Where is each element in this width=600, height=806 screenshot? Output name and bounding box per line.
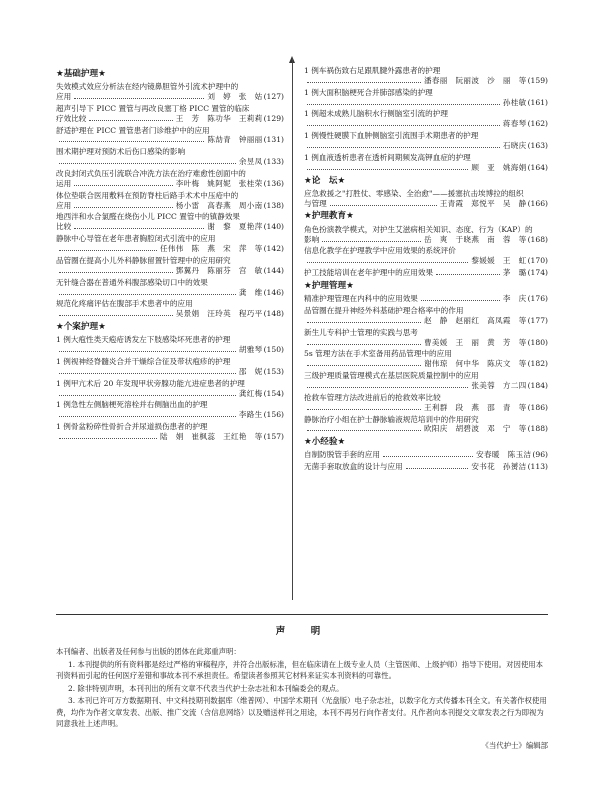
toc-right-column	[304, 66, 548, 474]
entry-title: 角色扮演教学模式，对护生艾滋病相关知识、态度、行为（KAP）的	[304, 224, 533, 234]
toc-entry[interactable]	[56, 191, 284, 211]
entry-page-number: (174)	[527, 268, 548, 278]
toc-entry[interactable]	[304, 349, 548, 369]
entry-title: 应急救援之"打胜仗、零感染、全治愈"——援塞抗击埃博拉的组织	[304, 188, 524, 198]
entry-title: 体位垫联合医用敷料在预防脊柱后路手术术中压疮中的	[56, 190, 239, 200]
dot-leader	[59, 410, 236, 417]
entry-title-continuation: 影响	[304, 234, 320, 244]
toc-entry[interactable]	[304, 153, 548, 173]
entry-title: 精准护理管理在内科中的应用效果	[304, 294, 418, 304]
entry-page-number: (186)	[527, 402, 548, 412]
dot-leader	[307, 98, 500, 105]
entry-authors: 余昱凤	[238, 157, 263, 167]
dot-leader	[59, 432, 157, 439]
entry-authors: 李叶梅 姚阿妮 张桂荣	[175, 178, 263, 188]
entry-page-number: (170)	[527, 256, 548, 266]
entry-authors: 鄧翼丹 陈丽芬 宫 敏	[175, 265, 263, 275]
entry-authors: 陆 娟 崔枫蕊 王红艳 等	[159, 431, 263, 441]
entry-title: 1 例大疱性类天疱疮诱发左下肢感染坏死患者的护理	[56, 335, 231, 345]
entry-page-number: (166)	[527, 198, 548, 208]
entry-authors: 蒋春琴	[502, 119, 527, 129]
entry-authors: 安春暖 陈玉洁	[476, 450, 532, 460]
entry-authors: 岳 爽 于晓燕 南 蓉 等	[423, 234, 527, 244]
entry-title: 超声引导下 PICC 置管与再改良塞丁格 PICC 置管的临床	[56, 103, 250, 113]
dot-leader	[307, 338, 421, 345]
entry-title: 5s 管理方法在手术室备用药品管理中的应用	[304, 349, 452, 359]
entry-title: 无菌手套取放盒的设计与应用	[304, 462, 403, 472]
entry-authors: 王青霞 郑悦平 吴 静	[439, 198, 527, 208]
entry-title-continuation: 疗效比较	[56, 113, 87, 123]
section-title: ★个案护理★	[56, 322, 106, 333]
entry-title: 1 例甲亢术后 20 年发现甲状旁腺功能亢进症患者的护理	[56, 378, 245, 388]
dot-leader	[89, 114, 172, 121]
toc-entry[interactable]	[304, 450, 548, 460]
entry-page-number: (162)	[527, 119, 548, 129]
entry-authors: 龚红梅	[238, 388, 263, 398]
entry-page-number: (159)	[527, 75, 548, 85]
dot-leader	[74, 201, 173, 208]
entry-page-number: (163)	[527, 141, 548, 151]
entry-authors: 潘春丽 阮丽波 沙 丽 等	[423, 75, 527, 85]
entry-title: 1 例慢性硬膜下血肿侧脑室引流围手术期患者的护理	[304, 131, 479, 141]
entry-authors: 欧阳庆 胡碧波 邓 宁 等	[423, 424, 527, 434]
entry-title: 静脉中心导管在老年患者胸腔闭式引流中的应用	[56, 234, 216, 244]
entry-page-number: (153)	[263, 366, 284, 376]
entry-title-continuation: 与管理	[304, 198, 327, 208]
entry-page-number: (146)	[263, 287, 284, 297]
section-title: ★护理管理★	[304, 280, 354, 291]
toc-entry[interactable]	[56, 104, 284, 124]
entry-authors: 顾 亚 姚海娟	[471, 162, 527, 172]
dot-leader	[307, 424, 421, 431]
entry-page-number: (164)	[527, 162, 548, 172]
toc-entry[interactable]	[304, 415, 548, 435]
entry-title: 改良封闭式负压引流联合冲洗方法在治疗难愈性创面中的	[56, 169, 246, 179]
entry-authors: 王利群 段 燕 邵 青 等	[423, 402, 527, 412]
entry-title: 无针缝合器在普通外科腹部感染切口中的效果	[56, 277, 208, 287]
entry-title: 自制防脱管手套的应用	[304, 450, 380, 460]
toc-entry[interactable]	[304, 246, 548, 266]
entry-authors: 胡雅琴	[238, 345, 263, 355]
toc-entry[interactable]	[56, 422, 284, 442]
statement-heading: 声 明	[275, 626, 329, 637]
statement-item: 2. 除非特别声明，本刊刊出的所有文章不代表当代护士杂志社和本刊编委会的观点。	[68, 683, 344, 693]
entry-page-number: (142)	[263, 244, 284, 254]
dot-leader	[383, 450, 473, 457]
toc-entry[interactable]	[304, 225, 548, 245]
entry-authors: 茅 璐	[502, 268, 527, 278]
entry-authors: 李 庆	[502, 294, 527, 304]
section-title: ★小经验★	[304, 437, 346, 448]
toc-entry[interactable]	[304, 131, 548, 151]
entry-title: 规范化疼痛评估在腹部手术患者中的应用	[56, 299, 193, 309]
dot-leader	[59, 288, 236, 295]
toc-entry[interactable]	[56, 400, 284, 420]
toc-entry[interactable]	[304, 462, 548, 472]
toc-entry[interactable]	[56, 256, 284, 276]
entry-page-number: (176)	[527, 294, 548, 304]
dot-leader	[307, 316, 421, 323]
toc-entry[interactable]	[56, 82, 284, 102]
section-title: ★基础护理★	[56, 69, 106, 79]
dot-leader	[59, 367, 236, 374]
entry-page-number: (154)	[263, 388, 284, 398]
toc-entry[interactable]	[56, 212, 284, 232]
entry-title: 1 例血液透析患者在透析间期频发高钾血症的护理	[304, 152, 471, 162]
entry-page-number: (150)	[263, 345, 284, 355]
entry-title: 围术期护理对预防术后伤口感染的影响	[56, 147, 186, 157]
entry-authors: 安书花 孙赟洁	[471, 462, 527, 472]
entry-authors: 陈劼青 钟丽丽	[207, 135, 263, 145]
dot-leader	[307, 403, 421, 410]
entry-title-continuation: 比较	[56, 222, 72, 232]
entry-authors: 谢 黎 夏艳萍	[207, 222, 263, 232]
entry-authors: 谢伟琼 何中华 陈庆文 等	[423, 359, 527, 369]
dot-leader	[307, 119, 500, 126]
dot-leader	[74, 222, 204, 229]
entry-page-number: (129)	[263, 113, 284, 123]
dot-leader	[307, 76, 421, 83]
entry-title: 舒适护理在 PICC 置管患者门诊维护中的应用	[56, 125, 210, 135]
dot-leader	[59, 389, 236, 396]
dot-leader	[406, 462, 469, 469]
entry-authors: 王 芳 陈功华 王莉莉	[175, 113, 263, 123]
entry-title: 静脉治疗小组在护士静脉输液规范培训中的作用研究	[304, 414, 479, 424]
dot-leader	[307, 359, 421, 366]
entry-title: 1 例急性左侧脑梗死溶栓并右侧脑出血的护理	[56, 400, 208, 410]
statement-item: 3. 本刊已许可万方数据期刊、中文科技期刊数据库（维普网）、中国学术期刊（光盘版）电子杂志社，以数字化方式传播本刊全文。有关著作权使用费，均作为作者文章发表、出版、推广交流（含信息网络）以及赠送样刊之用途，本刊不再另行向作者支付。凡作者向本刊提交文章发表之行为即视为同意我社上述声明。	[56, 696, 547, 729]
column-divider	[292, 58, 293, 600]
entry-title-continuation: 应用	[56, 92, 72, 102]
entry-title: 护工技能培训在老年护理中的应用效果	[304, 268, 434, 278]
entry-title: 1 例车祸伤致右足跟肌腱外露患者的护理	[304, 66, 441, 75]
entry-page-number: (133)	[263, 157, 284, 167]
entry-title: 三级护理质量管理模式在基层医院质量控制中的应用	[304, 371, 479, 381]
entry-authors: 石晓庆	[502, 141, 527, 151]
entry-page-number: (113)	[527, 462, 548, 472]
toc-entry[interactable]	[56, 234, 284, 254]
dot-leader	[330, 199, 437, 206]
toc-entry[interactable]	[56, 357, 284, 377]
toc-entry[interactable]	[56, 278, 284, 298]
entry-page-number: (136)	[263, 178, 284, 188]
dot-leader	[59, 135, 204, 142]
entry-authors: 任伟伟 陈 燕 宋 萍 等	[159, 244, 263, 254]
entry-title-continuation: 运用	[56, 178, 72, 188]
section-title: ★论 坛★	[304, 175, 346, 186]
entry-page-number: (161)	[527, 97, 548, 107]
toc-entry[interactable]	[304, 66, 548, 86]
entry-authors: 赵 静 赵丽红 高凤霞 等	[423, 315, 527, 325]
entry-page-number: (138)	[263, 200, 284, 210]
entry-authors: 龚 维	[238, 287, 263, 297]
entry-authors: 黎媛媛 王 虹	[471, 256, 527, 266]
entry-title-continuation: 应用	[56, 200, 72, 210]
toc-entry[interactable]	[304, 109, 548, 129]
toc-entry[interactable]	[304, 189, 548, 209]
entry-authors: 李路生	[238, 410, 263, 420]
toc-entry[interactable]	[304, 328, 548, 348]
toc-entry[interactable]	[304, 268, 548, 278]
section-divider	[56, 614, 548, 615]
entry-title: 抢救车管理方法改进前后的抢救效率比较	[304, 392, 441, 402]
entry-authors: 吴景娟 汪玲英 程巧平	[175, 309, 263, 319]
dot-leader	[307, 163, 468, 170]
statement-intro: 本刊编者、出版者及任何参与出版的团体在此郑重声明：	[56, 647, 241, 657]
toc-entry[interactable]	[304, 88, 548, 108]
entry-title: 地西泮和水合氯醛在烧伤小儿 PICC 置管中的镇静效果	[56, 212, 241, 222]
statement-item: 1. 本刊提供的所有资料都是经过严格的审稿程序，并符合出版标准，但在临床请在上级专业人员（主管医师、上级护师）指导下使用。对因使用本刊资料而引起的任何医疗差错和事故本刊不承担责任。希望读者参照其它材料来证实本刊资料的可靠性。	[56, 659, 544, 681]
statement-signature: 《当代护士》编辑部	[481, 740, 548, 750]
entry-page-number: (168)	[527, 234, 548, 244]
entry-page-number: (182)	[527, 359, 548, 369]
dot-leader	[59, 244, 157, 251]
toc-entry[interactable]	[304, 294, 548, 304]
statement-block	[56, 626, 548, 752]
entry-authors: 邵 妮	[238, 366, 263, 376]
entry-title: 品管圈在提升神经外科基础护理合格率中的作用	[304, 305, 464, 315]
toc-left-column	[56, 66, 284, 444]
entry-title: 1 例超未成熟儿脑积水行侧脑室引流的护理	[304, 109, 448, 119]
toc-entry[interactable]	[56, 335, 284, 355]
dot-leader	[59, 309, 173, 316]
toc-entry[interactable]	[56, 379, 284, 399]
toc-entry[interactable]	[56, 147, 284, 167]
entry-title: 新生儿专科护士管理的实践与思考	[304, 327, 418, 337]
entry-page-number: (140)	[263, 222, 284, 232]
dot-leader	[74, 92, 204, 99]
entry-page-number: (148)	[263, 309, 284, 319]
entry-page-number: (180)	[527, 337, 548, 347]
entry-title: 1 例骨盆粉碎性骨折合并尿道损伤患者的护理	[56, 422, 208, 432]
toc-entry[interactable]	[56, 299, 284, 319]
entry-title: 1 例大面积脑梗死合并肺部感染的护理	[304, 87, 433, 97]
entry-title: 品管圈在提高小儿外科静脉留置针管理中的应用研究	[56, 255, 231, 265]
entry-title: 信息化教学在护理教学中应用效果的系统评价	[304, 246, 456, 256]
entry-page-number: (127)	[263, 92, 284, 102]
toc-entry[interactable]	[304, 306, 548, 326]
dot-leader	[59, 266, 173, 273]
entry-authors: 刘 婷 张 姑	[207, 92, 263, 102]
toc-entry[interactable]	[304, 371, 548, 391]
entry-title: 1 例视神经脊髓炎合并干燥综合征及带状疱疹的护理	[56, 356, 231, 366]
dot-leader	[59, 157, 236, 164]
entry-page-number: (144)	[263, 265, 284, 275]
toc-entry[interactable]	[56, 169, 284, 189]
dot-leader	[307, 256, 468, 263]
dot-leader	[421, 294, 500, 301]
entry-title: 失效模式效应分析法在经内镜鼻胆管外引流术护理中的	[56, 82, 239, 92]
entry-page-number: (156)	[263, 410, 284, 420]
toc-entry[interactable]	[304, 393, 548, 413]
toc-entry[interactable]	[56, 126, 284, 146]
dot-leader	[59, 345, 236, 352]
entry-page-number: (131)	[263, 135, 284, 145]
dot-leader	[322, 235, 421, 242]
entry-authors: 张美蓉 方二四	[471, 381, 527, 390]
dot-leader	[436, 268, 500, 275]
dot-leader	[307, 141, 500, 148]
dot-leader	[307, 381, 468, 388]
entry-authors: 孙桂敏	[502, 97, 527, 107]
entry-page-number: (177)	[527, 315, 548, 325]
entry-page-number: (188)	[527, 424, 548, 434]
section-title: ★护理教育★	[304, 211, 354, 222]
entry-page-number: (96)	[532, 450, 548, 460]
entry-page-number: (184)	[527, 381, 548, 390]
entry-page-number: (157)	[263, 431, 284, 441]
dot-leader	[74, 179, 173, 186]
entry-authors: 杨小雷 高春燕 周小南	[175, 200, 263, 210]
entry-authors: 曹美媛 王 丽 黄 芳 等	[423, 337, 527, 347]
